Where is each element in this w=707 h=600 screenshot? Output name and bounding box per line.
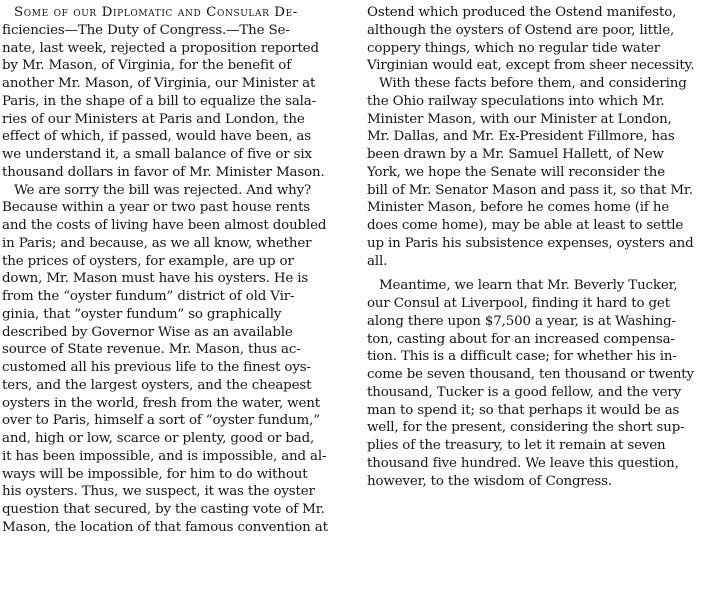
article-headline-line-1: Some of our Diplomatic and Consular De- xyxy=(14,5,298,20)
text-line: bill of Mr. Senator Mason and pass it, so that Mr. xyxy=(367,182,693,198)
text-line: tion. This is a difficult case; for whether his in- xyxy=(367,349,677,365)
text-line: thousand, Tucker is a good fellow, and the very xyxy=(367,384,682,400)
text-line: by Mr. Mason, of Virginia, for the benefit of xyxy=(2,58,292,74)
text-line: over to Paris, himself a sort of “oyster fundum,” xyxy=(2,413,320,429)
text-line: Virginian would eat, except from sheer necessity. xyxy=(367,58,695,74)
text-line: Minister Mason, with our Minister at London, xyxy=(367,111,672,127)
text-line: Because within a year or two past house rents xyxy=(2,200,310,216)
text-line: oysters in the world, fresh from the water, went xyxy=(2,395,320,411)
right-column xyxy=(367,4,703,490)
text-line: plies of the treasury, to let it remain at seven xyxy=(367,438,666,453)
paragraph-start: We are sorry the bill was rejected. And why? xyxy=(14,182,312,198)
text-line: Mason, the location of that famous convention at xyxy=(2,519,328,535)
text-line: another Mr. Mason, of Virginia, our Minister at xyxy=(2,76,316,91)
text-line: our Consul at Liverpool, finding it hard to get xyxy=(367,296,670,311)
text-line: well, for the present, considering the short sup- xyxy=(367,420,685,436)
text-line: customed all his previous life to the finest oys- xyxy=(2,360,311,375)
text-line: come be seven thousand, ten thousand or twenty xyxy=(367,367,694,382)
text-line: thousand dollars in favor of Mr. Minister Mason. xyxy=(2,164,325,180)
text-line: all. xyxy=(367,253,388,269)
text-line: it has been impossible, and is impossible, and al- xyxy=(2,448,327,464)
text-line: although the oysters of Ostend are poor, little, xyxy=(367,22,675,38)
text-line: effect of which, if passed, would have been, as xyxy=(2,129,311,145)
text-line: ton, casting about for an increased compensa- xyxy=(367,331,675,347)
text-line: ginia, that “oyster fundum” so graphically xyxy=(2,306,282,322)
text-line: the prices of oysters, for example, are up or xyxy=(2,253,294,269)
text-line: ways will be impossible, for him to do without xyxy=(2,466,308,482)
text-line: ries of our Ministers at Paris and London, the xyxy=(2,111,305,127)
text-line: question that secured, by the casting vote of Mr. xyxy=(2,502,325,517)
article-headline-line-2: ficiencies—The Duty of Congress.—The Se- xyxy=(2,22,290,38)
text-line: ters, and the largest oysters, and the cheapest xyxy=(2,377,312,393)
text-line: and, high or low, scarce or plenty, good or bad, xyxy=(2,431,315,446)
text-line: coppery things, which no regular tide water xyxy=(367,40,660,56)
text-line: up in Paris his subsistence expenses, oysters and xyxy=(367,235,694,251)
text-line: and the costs of living have been almost doubled xyxy=(2,218,327,233)
text-line: Paris, in the shape of a bill to equalize the sala- xyxy=(2,93,317,109)
text-line: down, Mr. Mason must have his oysters. He is xyxy=(2,271,309,287)
text-line: Minister Mason, before he comes home (if he xyxy=(367,200,670,216)
text-line: does come home), may be able at least to settle xyxy=(367,218,684,233)
text-line: from the “oyster fundum” district of old Vir- xyxy=(2,289,295,304)
text-line: Ostend which produced the Ostend manifesto, xyxy=(367,5,677,20)
text-line: York, we hope the Senate will reconsider the xyxy=(367,164,666,180)
paragraph-start: With these facts before them, and considering xyxy=(379,76,687,91)
text-line: the Ohio railway speculations into which Mr. xyxy=(367,93,665,109)
text-line: been drawn by a Mr. Samuel Hallett, of New xyxy=(367,147,664,162)
text-line: man to spend it; so that perhaps it would be as xyxy=(367,402,680,418)
text-line: however, to the wisdom of Congress. xyxy=(367,473,612,489)
text-line: his oysters. Thus, we suspect, it was the oyster xyxy=(2,484,315,500)
text-line: along there upon $7,500 a year, is at Washing- xyxy=(367,313,676,329)
text-line: nate, last week, rejected a proposition reported xyxy=(2,40,319,56)
text-line: in Paris; and because, as we all know, whether xyxy=(2,235,312,251)
text-line: source of State revenue. Mr. Mason, thus ac- xyxy=(2,342,301,358)
text-line: described by Governor Wise as an available xyxy=(2,324,293,340)
text-line: thousand five hundred. We leave this question, xyxy=(367,455,679,471)
paragraph-start: Meantime, we learn that Mr. Beverly Tucker, xyxy=(379,278,678,294)
paragraph-gap xyxy=(367,270,703,277)
text-line: we understand it, a small balance of five or six xyxy=(2,147,312,162)
text-line: Mr. Dallas, and Mr. Ex-President Fillmore, has xyxy=(367,129,675,145)
left-column xyxy=(2,4,354,537)
